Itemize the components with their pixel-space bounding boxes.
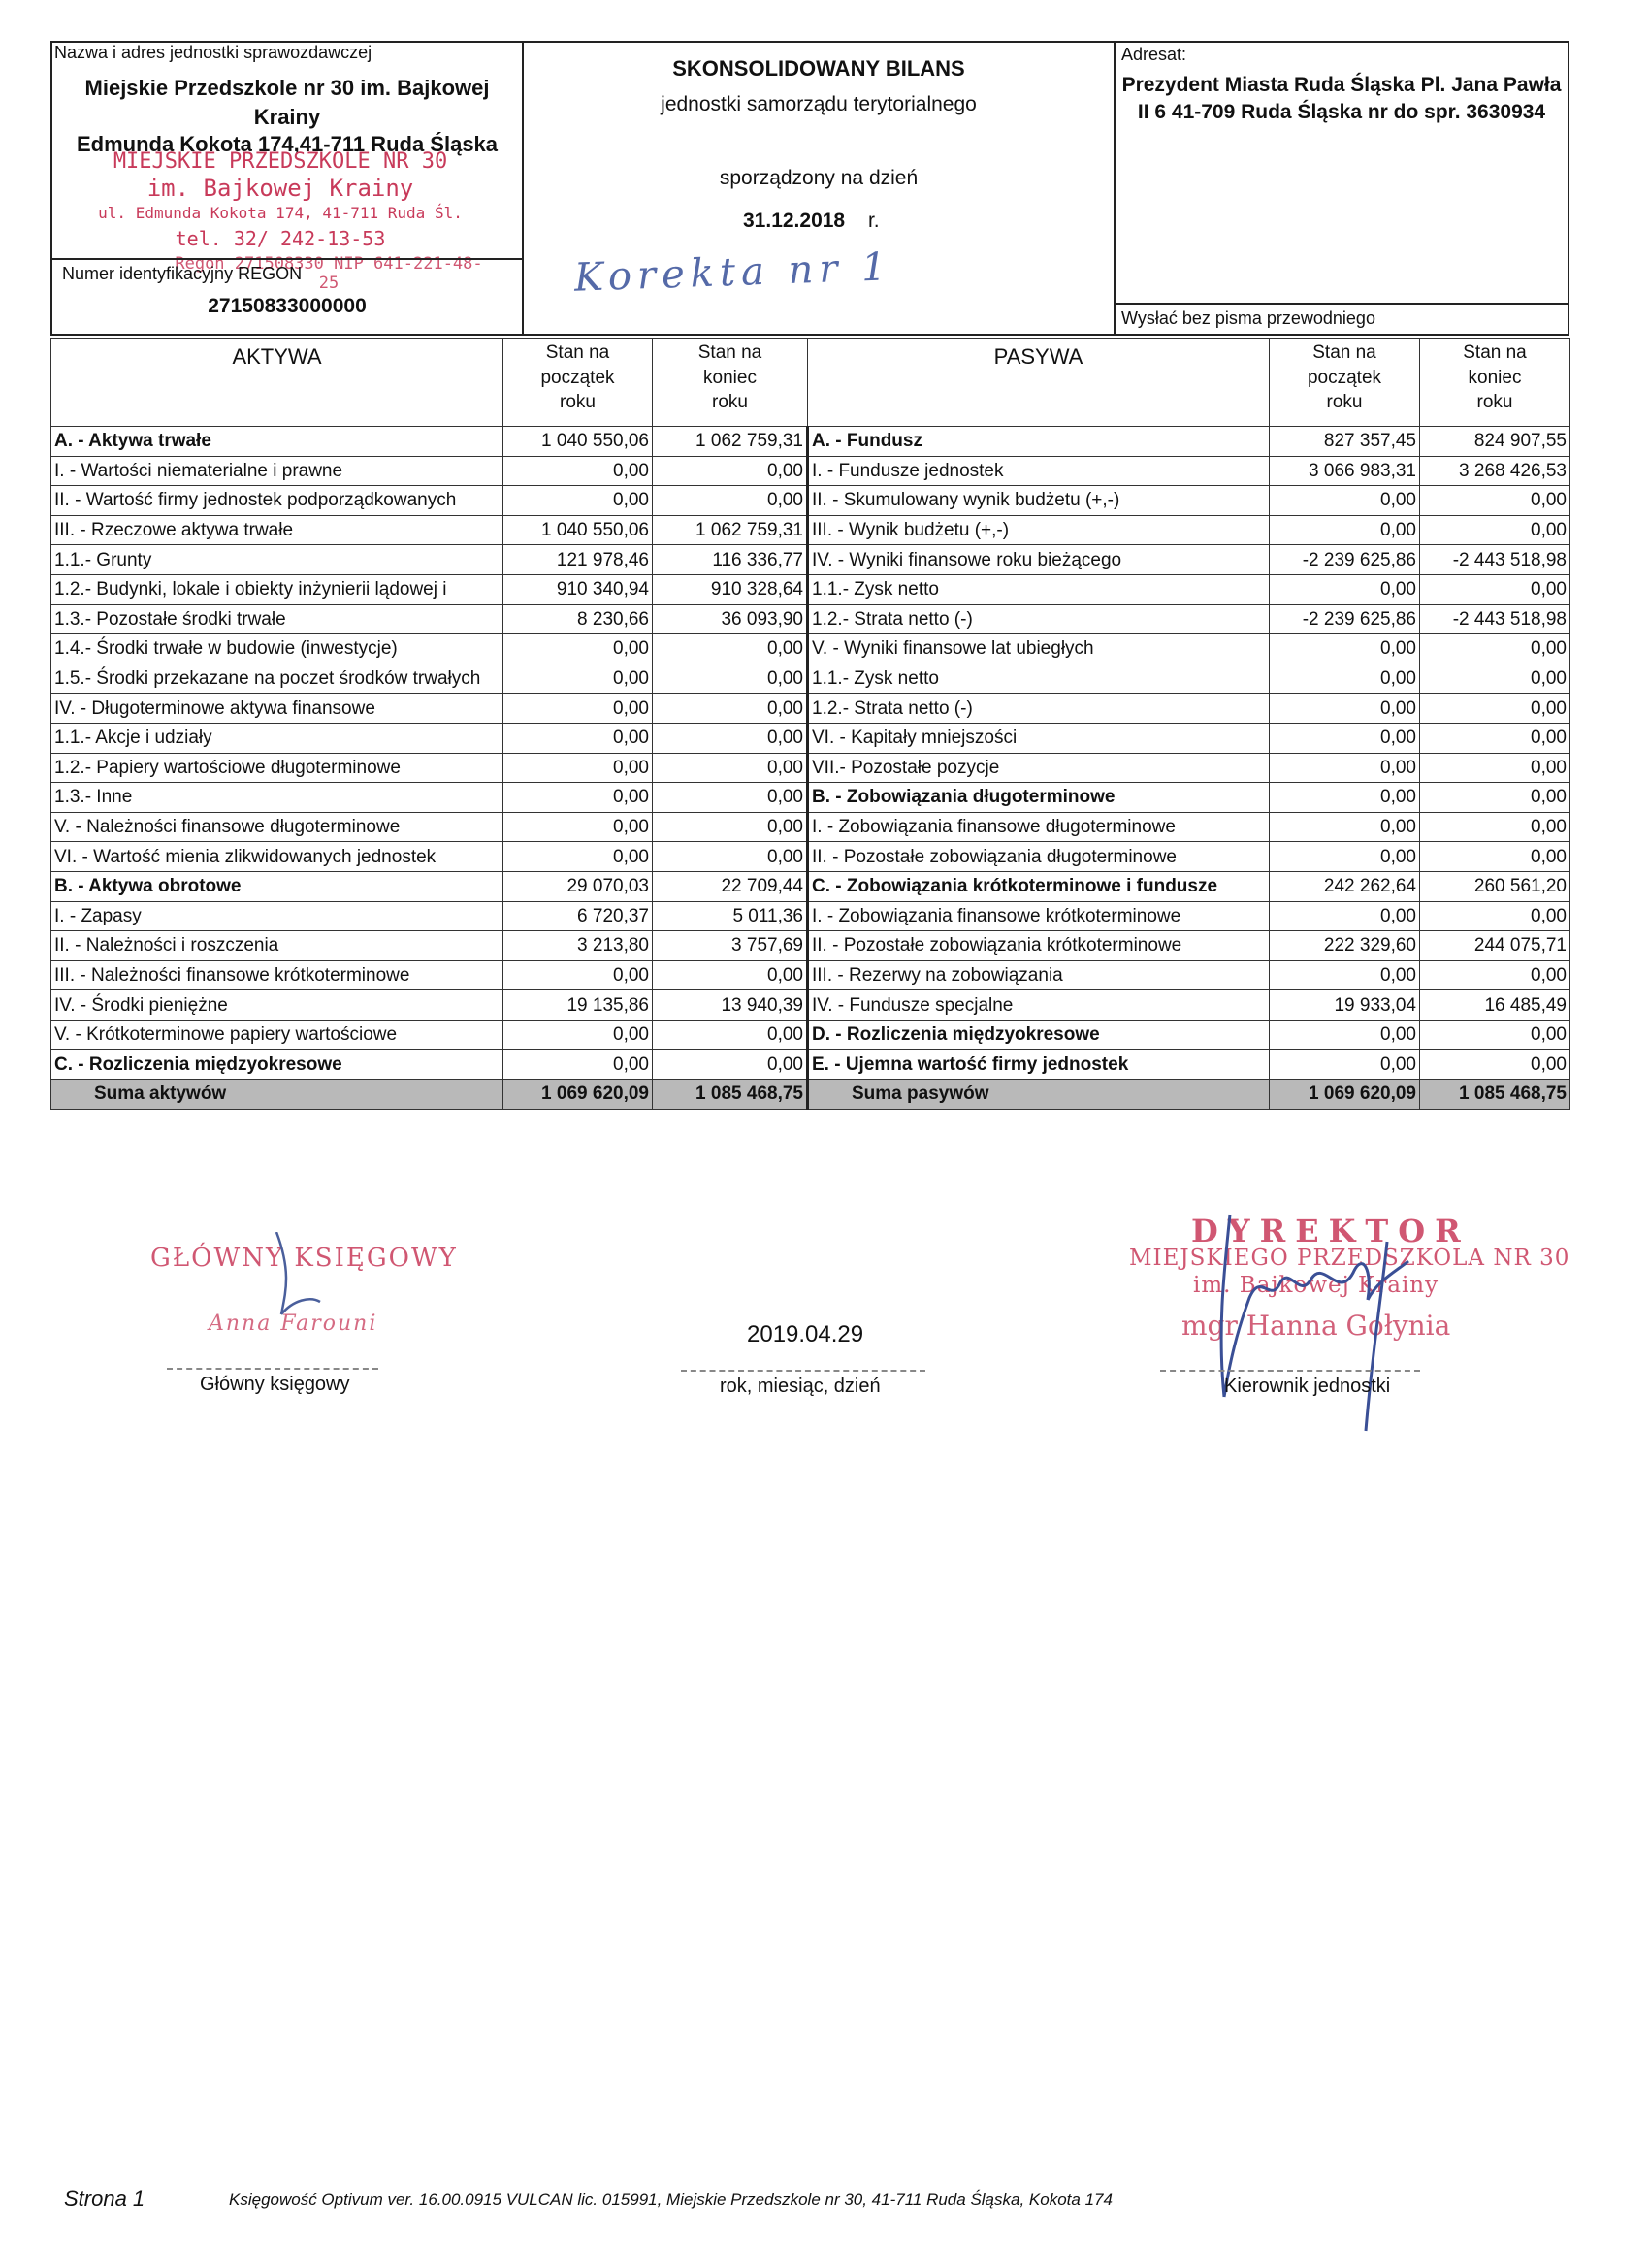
liability-label: III. - Wynik budżetu (+,-) [808, 515, 1270, 545]
liability-start: 0,00 [1270, 574, 1420, 604]
director-stamp-unit: MIEJSKIEGO PRZEDSZKOLA NR 30 [1129, 1246, 1570, 1271]
liability-end: 16 485,49 [1420, 990, 1570, 1021]
liability-label: 1.2.- Strata netto (-) [808, 694, 1270, 724]
liability-label: B. - Zobowiązania długoterminowe [808, 783, 1270, 813]
asset-start: 0,00 [503, 783, 653, 813]
liability-label: III. - Rezerwy na zobowiązania [808, 960, 1270, 990]
asset-label: I. - Wartości niematerialne i prawne [51, 456, 503, 486]
asset-label: 1.2.- Budynki, lokale i obiekty inżynierii lądowej i [51, 574, 503, 604]
asset-end: 0,00 [653, 664, 808, 694]
asset-end: 13 940,39 [653, 990, 808, 1021]
addressee-label: Adresat: [1121, 45, 1187, 64]
asset-label: 1.1.- Grunty [51, 545, 503, 575]
asset-start: 0,00 [503, 1050, 653, 1080]
liability-start: 827 357,45 [1270, 427, 1420, 457]
liability-label: I. - Fundusze jednostek [808, 456, 1270, 486]
table-row [51, 783, 1570, 813]
liability-end: 824 907,55 [1420, 427, 1570, 457]
asset-label: 1.3.- Inne [51, 783, 503, 813]
table-row [51, 812, 1570, 842]
liability-start: -2 239 625,86 [1270, 545, 1420, 575]
stamp-line-5: Regon 271508330 NIP 641-221-48-25 [175, 254, 483, 293]
liability-start: 0,00 [1270, 1050, 1420, 1080]
liability-label: E. - Ujemna wartość firmy jednostek [808, 1050, 1270, 1080]
liability-start: 0,00 [1270, 723, 1420, 753]
liability-label: C. - Zobowiązania krótkoterminowe i fundusze [808, 871, 1270, 901]
regon-value: 27150833000000 [208, 295, 367, 317]
liability-label: 1.1.- Zysk netto [808, 574, 1270, 604]
date-label: rok, miesiąc, dzień [720, 1376, 881, 1397]
correction-handwriting: Korekta nr 1 [573, 244, 893, 301]
table-row [51, 664, 1570, 694]
asset-end: 0,00 [653, 694, 808, 724]
date-suffix: r. [867, 210, 880, 232]
asset-start: 19 135,86 [503, 990, 653, 1021]
asset-end: 0,00 [653, 812, 808, 842]
liability-end: 0,00 [1420, 812, 1570, 842]
table-row [51, 604, 1570, 634]
liability-label: V. - Wyniki finansowe lat ubiegłych [808, 634, 1270, 664]
liability-start: 0,00 [1270, 753, 1420, 783]
asset-end: 0,00 [653, 634, 808, 664]
asset-start: 0,00 [503, 842, 653, 872]
report-date: 31.12.2018 [743, 210, 846, 232]
software-footer: Księgowość Optivum ver. 16.00.0915 VULCAN lic. 015991, Miejskie Przedszkole nr 30, 41-711 Ruda Śląska, Kokota 174 [229, 2190, 1113, 2209]
stamp-line-2: im. Bajkowej Krainy [146, 175, 414, 202]
asset-label: V. - Krótkoterminowe papiery wartościowe [51, 1020, 503, 1050]
asset-end: 3 757,69 [653, 931, 808, 961]
table-row [51, 842, 1570, 872]
asset-end: 116 336,77 [653, 545, 808, 575]
accountant-stamp: GŁÓWNY KSIĘGOWY [150, 1244, 458, 1273]
regon-label: Numer identyfikacyjny REGON [62, 264, 303, 283]
liability-label: II. - Pozostałe zobowiązania długoterminowe [808, 842, 1270, 872]
asset-end: 0,00 [653, 723, 808, 753]
header-liab-start: Stan na początek roku [1270, 339, 1420, 427]
liability-end: 0,00 [1420, 960, 1570, 990]
liability-start: 0,00 [1270, 664, 1420, 694]
asset-label: I. - Zapasy [51, 901, 503, 931]
asset-end: 0,00 [653, 1020, 808, 1050]
table-row [51, 960, 1570, 990]
header-assets: AKTYWA [51, 339, 503, 427]
table-row [51, 990, 1570, 1021]
liability-label: II. - Skumulowany wynik budżetu (+,-) [808, 486, 1270, 516]
director-stamp-name: im. Bajkowej Krainy [1193, 1273, 1439, 1298]
asset-start: 0,00 [503, 486, 653, 516]
asset-label: 1.4.- Środki trwałe w budowie (inwestycje) [51, 634, 503, 664]
liability-label: A. - Fundusz [808, 427, 1270, 457]
asset-start: 0,00 [503, 960, 653, 990]
director-stamp-title: DYREKTOR [1191, 1213, 1471, 1249]
stamp-line-3: ul. Edmunda Kokota 174, 41-711 Ruda Śl. [98, 204, 463, 222]
table-row [51, 456, 1570, 486]
liability-label: VII.- Pozostałe pozycje [808, 753, 1270, 783]
asset-end: 0,00 [653, 456, 808, 486]
accountant-line [167, 1368, 378, 1370]
liability-end: 0,00 [1420, 1050, 1570, 1080]
asset-start: 121 978,46 [503, 545, 653, 575]
stamp-line-4: tel. 32/ 242-13-53 [175, 227, 386, 250]
reporting-unit-box [50, 41, 524, 336]
liability-start: -2 239 625,86 [1270, 604, 1420, 634]
liability-label: I. - Zobowiązania finansowe krótkoterminowe [808, 901, 1270, 931]
liab-total-start: 1 069 620,09 [1270, 1080, 1420, 1110]
director-line [1160, 1370, 1420, 1372]
liability-end: 3 268 426,53 [1420, 456, 1570, 486]
liability-end: 0,00 [1420, 515, 1570, 545]
asset-start: 8 230,66 [503, 604, 653, 634]
table-row [51, 723, 1570, 753]
balance-table [50, 338, 1570, 1110]
liability-start: 0,00 [1270, 901, 1420, 931]
liability-start: 3 066 983,31 [1270, 456, 1420, 486]
liability-start: 0,00 [1270, 486, 1420, 516]
totals-row [51, 1080, 1570, 1110]
liability-label: VI. - Kapitały mniejszości [808, 723, 1270, 753]
liability-start: 0,00 [1270, 842, 1420, 872]
asset-start: 0,00 [503, 723, 653, 753]
table-header-row [51, 339, 1570, 427]
asset-label: III. - Rzeczowe aktywa trwałe [51, 515, 503, 545]
asset-start: 0,00 [503, 664, 653, 694]
liability-start: 0,00 [1270, 515, 1420, 545]
liability-end: 260 561,20 [1420, 871, 1570, 901]
accountant-signature [233, 1232, 349, 1348]
table-row [51, 515, 1570, 545]
liability-end: 0,00 [1420, 574, 1570, 604]
header-assets-end: Stan na koniec roku [653, 339, 808, 427]
asset-start: 6 720,37 [503, 901, 653, 931]
table-row [51, 1020, 1570, 1050]
signature-date: 2019.04.29 [747, 1321, 864, 1347]
addressee-text: Prezydent Miasta Ruda Śląska Pl. Jana Pawła II 6 41-709 Ruda Śląska nr do spr. 3630934 [1121, 74, 1562, 123]
table-row [51, 634, 1570, 664]
asset-end: 1 062 759,31 [653, 515, 808, 545]
asset-end: 36 093,90 [653, 604, 808, 634]
report-subtitle: jednostki samorządu terytorialnego [661, 93, 977, 115]
unit-name: Miejskie Przedszkole nr 30 im. Bajkowej Krainy [84, 76, 490, 129]
asset-start: 910 340,94 [503, 574, 653, 604]
header-liabilities: PASYWA [808, 339, 1270, 427]
liability-end: 0,00 [1420, 486, 1570, 516]
table-row [51, 871, 1570, 901]
report-date-line [743, 210, 880, 233]
report-title-box [522, 41, 1116, 336]
send-note: Wysłać bez pisma przewodniego [1121, 308, 1375, 328]
liability-end: 0,00 [1420, 842, 1570, 872]
asset-end: 0,00 [653, 486, 808, 516]
liability-end: -2 443 518,98 [1420, 604, 1570, 634]
asset-start: 0,00 [503, 1020, 653, 1050]
liability-start: 0,00 [1270, 960, 1420, 990]
asset-label: III. - Należności finansowe krótkoterminowe [51, 960, 503, 990]
table-row [51, 574, 1570, 604]
liability-start: 19 933,04 [1270, 990, 1420, 1021]
asset-end: 0,00 [653, 960, 808, 990]
accountant-label: Główny księgowy [200, 1374, 350, 1395]
asset-end: 910 328,64 [653, 574, 808, 604]
assets-total-end: 1 085 468,75 [653, 1080, 808, 1110]
liability-end: 0,00 [1420, 901, 1570, 931]
table-row [51, 427, 1570, 457]
liability-end: 0,00 [1420, 1020, 1570, 1050]
liability-end: 0,00 [1420, 783, 1570, 813]
asset-label: B. - Aktywa obrotowe [51, 871, 503, 901]
liability-end: -2 443 518,98 [1420, 545, 1570, 575]
liability-end: 0,00 [1420, 753, 1570, 783]
liability-start: 0,00 [1270, 812, 1420, 842]
asset-end: 5 011,36 [653, 901, 808, 931]
liability-start: 0,00 [1270, 634, 1420, 664]
asset-label: V. - Należności finansowe długoterminowe [51, 812, 503, 842]
asset-label: A. - Aktywa trwałe [51, 427, 503, 457]
liability-label: D. - Rozliczenia międzyokresowe [808, 1020, 1270, 1050]
unit-address: Edmunda Kokota 174,41-711 Ruda Śląska [76, 132, 499, 156]
liability-start: 0,00 [1270, 1020, 1420, 1050]
asset-label: 1.3.- Pozostałe środki trwałe [51, 604, 503, 634]
table-row [51, 901, 1570, 931]
asset-start: 0,00 [503, 694, 653, 724]
asset-label: 1.1.- Akcje i udziały [51, 723, 503, 753]
asset-end: 22 709,44 [653, 871, 808, 901]
asset-label: II. - Wartość firmy jednostek podporządkowanych [51, 486, 503, 516]
assets-total-label: Suma aktywów [51, 1080, 503, 1110]
liability-label: 1.2.- Strata netto (-) [808, 604, 1270, 634]
asset-end: 0,00 [653, 842, 808, 872]
table-row [51, 1050, 1570, 1080]
asset-start: 0,00 [503, 456, 653, 486]
asset-start: 0,00 [503, 753, 653, 783]
table-row [51, 931, 1570, 961]
header-liab-end: Stan na koniec roku [1420, 339, 1570, 427]
liability-label: I. - Zobowiązania finansowe długoterminowe [808, 812, 1270, 842]
asset-label: II. - Należności i roszczenia [51, 931, 503, 961]
asset-start: 29 070,03 [503, 871, 653, 901]
unit-label: Nazwa i adres jednostki sprawozdawczej [54, 43, 372, 62]
report-title: SKONSOLIDOWANY BILANS [672, 56, 965, 81]
liability-end: 0,00 [1420, 723, 1570, 753]
liab-total-end: 1 085 468,75 [1420, 1080, 1570, 1110]
assets-total-start: 1 069 620,09 [503, 1080, 653, 1110]
asset-end: 0,00 [653, 1050, 808, 1080]
table-row [51, 694, 1570, 724]
liability-end: 244 075,71 [1420, 931, 1570, 961]
table-row [51, 545, 1570, 575]
liability-start: 242 262,64 [1270, 871, 1420, 901]
asset-label: 1.2.- Papiery wartościowe długoterminowe [51, 753, 503, 783]
liab-total-label: Suma pasywów [808, 1080, 1270, 1110]
accountant-name-stamp: Anna Farouni [209, 1312, 378, 1336]
liability-start: 222 329,60 [1270, 931, 1420, 961]
liability-label: II. - Pozostałe zobowiązania krótkoterminowe [808, 931, 1270, 961]
liability-end: 0,00 [1420, 634, 1570, 664]
addressee-box [1114, 41, 1569, 336]
asset-label: IV. - Długoterminowe aktywa finansowe [51, 694, 503, 724]
liability-label: 1.1.- Zysk netto [808, 664, 1270, 694]
liability-start: 0,00 [1270, 694, 1420, 724]
asset-start: 3 213,80 [503, 931, 653, 961]
liability-start: 0,00 [1270, 783, 1420, 813]
asset-end: 1 062 759,31 [653, 427, 808, 457]
table-row [51, 753, 1570, 783]
asset-label: VI. - Wartość mienia zlikwidowanych jednostek [51, 842, 503, 872]
asset-label: 1.5.- Środki przekazane na poczet środków trwałych [51, 664, 503, 694]
liability-label: IV. - Fundusze specjalne [808, 990, 1270, 1021]
stamp-line-1: MIEJSKIE PRZEDSZKOLE NR 30 [113, 149, 448, 174]
asset-start: 0,00 [503, 634, 653, 664]
page-number: Strona 1 [64, 2187, 146, 2211]
director-label: Kierownik jednostki [1224, 1376, 1391, 1397]
liability-label: IV. - Wyniki finansowe roku bieżącego [808, 545, 1270, 575]
asset-start: 1 040 550,06 [503, 427, 653, 457]
asset-start: 1 040 550,06 [503, 515, 653, 545]
asset-end: 0,00 [653, 753, 808, 783]
asset-label: C. - Rozliczenia międzyokresowe [51, 1050, 503, 1080]
asset-start: 0,00 [503, 812, 653, 842]
liability-end: 0,00 [1420, 694, 1570, 724]
table-row [51, 486, 1570, 516]
liability-end: 0,00 [1420, 664, 1570, 694]
date-line [681, 1370, 925, 1372]
director-signature [1203, 1213, 1455, 1436]
header-assets-start: Stan na początek roku [503, 339, 653, 427]
asset-label: IV. - Środki pieniężne [51, 990, 503, 1021]
asset-end: 0,00 [653, 783, 808, 813]
prepared-label: sporządzony na dzień [719, 167, 919, 189]
director-stamp-person: mgr Hanna Gołynia [1181, 1310, 1451, 1342]
